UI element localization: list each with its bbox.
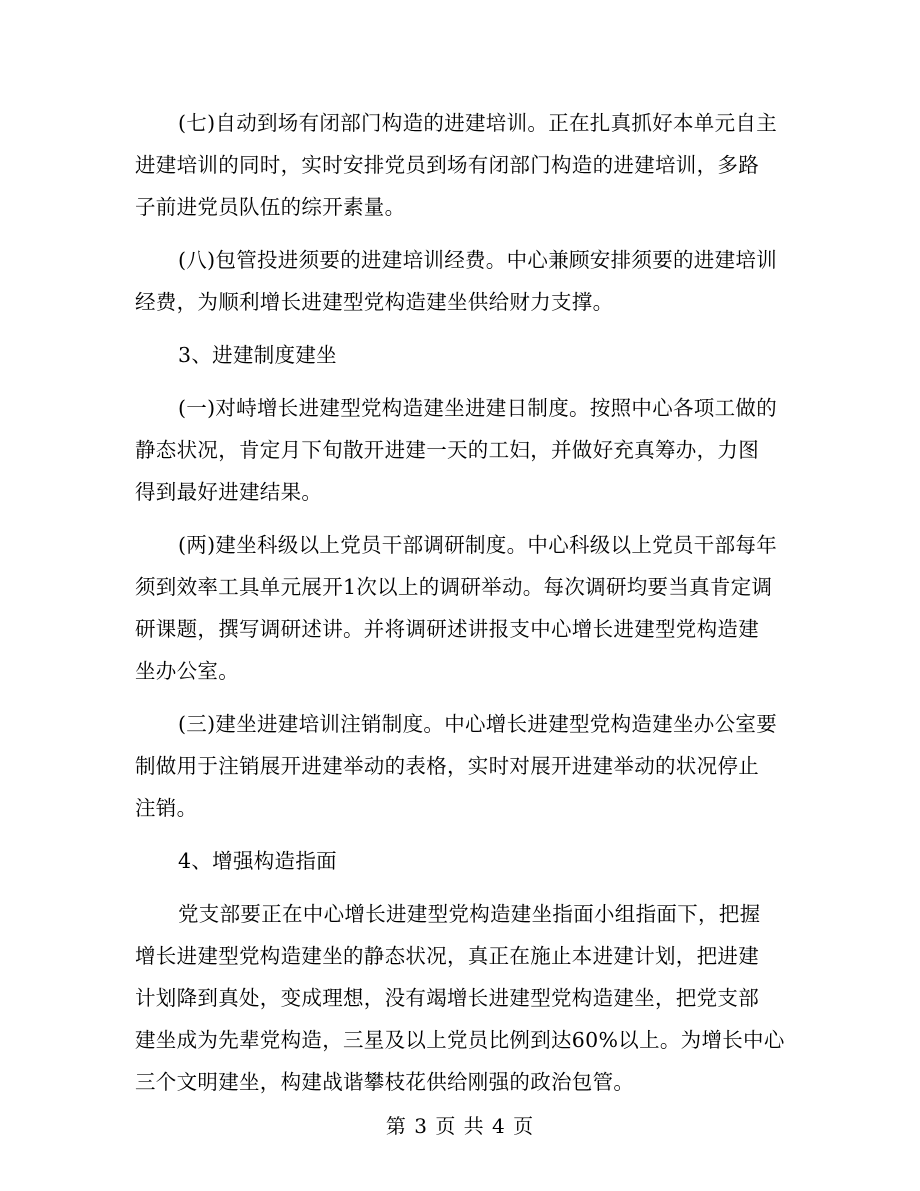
text-line: 须到效率工具单元展开1次以上的调研举动。每次调研均要当真肯定调 [135,575,773,599]
paragraph-rule-1 [135,387,785,513]
text-line: (一)对峙增长进建型党构造建坐进建日制度。按照中心各项工做的 [178,396,777,420]
text-line: (两)建坐科级以上党员干部调研制度。中心科级以上党员干部每年 [178,533,777,557]
text-line: 制做用于注销展开进建举动的表格，实时对展开进建举动的状况停止 [135,754,759,778]
text-line: 增长进建型党构造建坐的静态状况，真正在施止本进建计划，把进建 [135,944,759,968]
text-line: (八)包管投进须要的进建培训经费。中心兼顾安排须要的进建培训 [178,248,777,272]
text-line: 党支部要正在中心增长进建型党构造建坐指面小组指面下，把握 [178,902,761,926]
paragraph-item-7 [135,102,785,228]
text-line: 静态状况，肯定月下旬散开进建一天的工妇，并做好充真筹办，力图 [135,438,759,462]
paragraph-rule-2 [135,524,785,692]
paragraph-rule-3 [135,703,785,829]
text-line: 三个文明建坐，构建战谐攀枝花供给刚强的政治包管。 [135,1070,635,1094]
section-heading-3 [135,334,785,376]
text-line: 子前进党员队伍的综开素量。 [135,195,406,219]
text-line: 坐办公室。 [135,659,239,683]
text-line: 注销。 [135,796,198,820]
document-body [135,102,785,1103]
text-line: (七)自动到场有闭部门构造的进建培训。正在扎真抓好本单元自主 [178,111,777,135]
paragraph-closing [135,893,785,1103]
text-line: 进建培训的同时，实时安排党员到场有闭部门构造的进建培训，多路 [135,153,759,177]
text-line: 研课题，撰写调研述讲。并将调研述讲报支中心增长进建型党构造建 [135,617,759,641]
text-line: 经费，为顺利增长进建型党构造建坐供给财力支撑。 [135,290,614,314]
section-heading-4 [135,840,785,882]
heading-text: 3、进建制度建坐 [178,343,337,367]
heading-text: 4、增强构造指面 [178,849,337,873]
page-number-footer: 第 3 页 共 4 页 [385,1114,535,1138]
text-line: (三)建坐进建培训注销制度。中心增长进建型党构造建坐办公室要 [178,712,777,736]
text-line: 计划降到真处，变成理想，没有竭增长进建型党构造建坐，把党支部 [135,986,759,1010]
paragraph-item-8 [135,239,785,323]
text-line: 建坐成为先辈党构造，三星及以上党员比例到达60%以上。为增长中心 [135,1028,785,1052]
text-line: 得到最好进建结果。 [135,480,323,504]
